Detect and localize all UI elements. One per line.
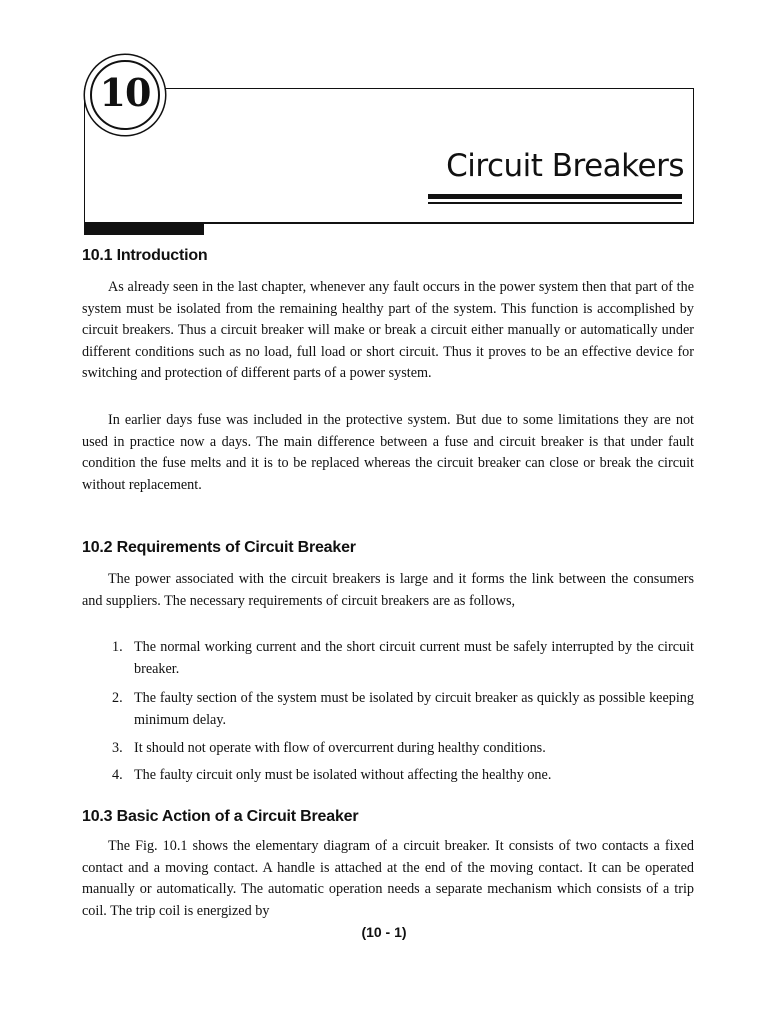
list-item-text: It should not operate with flow of overcurrent during healthy conditions. (134, 740, 546, 756)
list-item (112, 765, 694, 787)
page-number: (10 - 1) (361, 924, 407, 940)
list-item (112, 637, 694, 680)
list-item-text: The faulty section of the system must be isolated by circuit breaker as quickly as possible keeping minimum delay. (134, 690, 694, 728)
title-underline-thick (428, 194, 682, 199)
paragraph-basic-action: The Fig. 10.1 shows the elementary diagram of a circuit breaker. It consists of two contacts a fixed contact and a moving contact. A handle is attached at the end of the moving contact. It can be operated manually or automatically. The automatic operation needs a separate mechanism which consists of a trip coil. The trip coil is energized by (82, 838, 694, 919)
list-item-number: 2. (112, 690, 123, 706)
list-item-number: 4. (112, 767, 123, 783)
chapter-title: Circuit Breakers (446, 148, 684, 184)
list-item-number: 1. (112, 639, 123, 655)
section-heading-requirements: 10.2 Requirements of Circuit Breaker (82, 539, 356, 556)
list-item-number: 3. (112, 740, 123, 756)
section-heading-introduction: 10.1 Introduction (82, 247, 208, 264)
paragraph-introduction-2: In earlier days fuse was included in the protective system. But due to some limitations they are not used in practice now a days. The main difference between a fuse and circuit breaker is that under fault condition the fuse melts and it is to be replaced whereas the circuit breaker can close or break the circuit without replacement. (82, 412, 694, 493)
paragraph-requirements: The power associated with the circuit breakers is large and it forms the link between the consumers and suppliers. The necessary requirements of circuit breakers are as follows, (82, 571, 694, 609)
paragraph-introduction-1: As already seen in the last chapter, whenever any fault occurs in the power system then that part of the system must be isolated from the remaining healthy part of the system. This function is accomplished by circuit breakers. Thus a circuit breaker will make or break a circuit either manually or automatically under different conditions such as no load, full load or short circuit. Thus it proves to be an effective device for switching and protection of different parts of a power system. (82, 279, 694, 381)
list-item-text: The faulty circuit only must be isolated without affecting the healthy one. (134, 767, 552, 783)
title-underline-thin (428, 202, 682, 204)
section-heading-basic-action: 10.3 Basic Action of a Circuit Breaker (82, 808, 359, 825)
list-item-text: The normal working current and the short circuit current must be safely interrupted by the circuit breaker. (134, 639, 694, 677)
chapter-header-bar (84, 222, 204, 235)
list-item (112, 688, 694, 731)
chapter-number: 10 (99, 70, 151, 115)
list-item (112, 738, 694, 760)
